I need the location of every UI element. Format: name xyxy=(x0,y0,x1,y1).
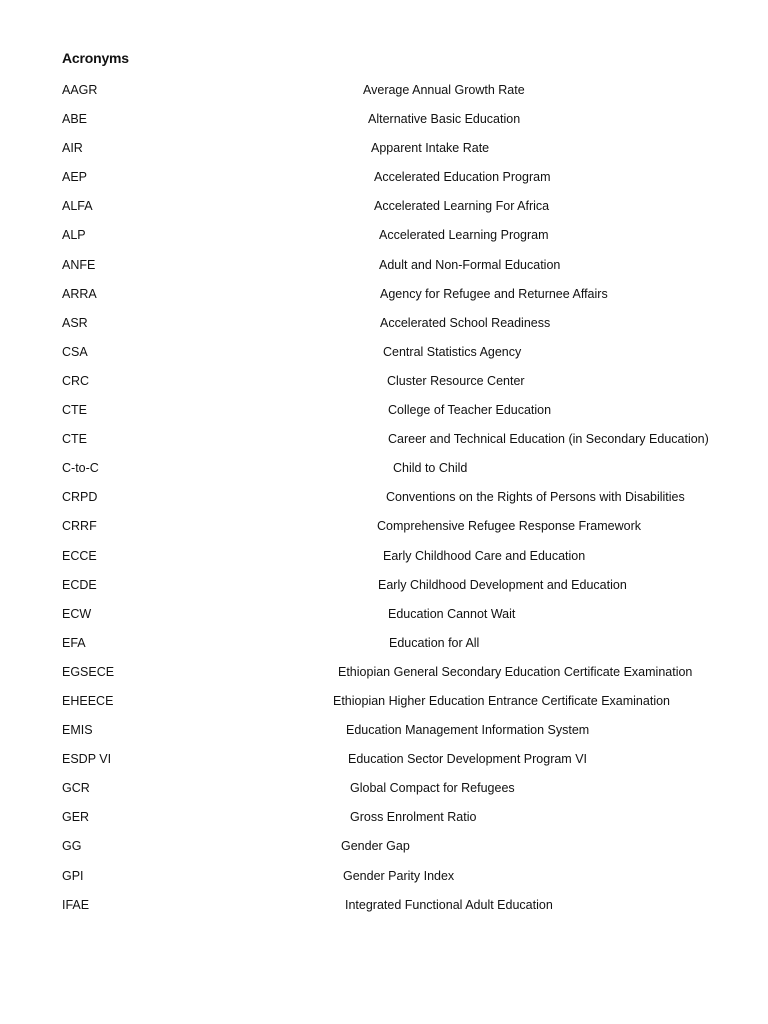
acronym: ANFE xyxy=(62,257,96,272)
acronym-row xyxy=(0,869,768,898)
acronym-definition: Gender Parity Index xyxy=(343,868,455,883)
acronym-row xyxy=(0,578,768,607)
acronym: EFA xyxy=(62,635,86,650)
acronym-row xyxy=(0,665,768,694)
acronym-definition: Integrated Functional Adult Education xyxy=(345,897,553,912)
acronym: CTE xyxy=(62,403,87,418)
acronym-row xyxy=(0,228,768,257)
acronym: GCR xyxy=(62,781,90,796)
acronym: CSA xyxy=(62,344,88,359)
acronym-row xyxy=(0,549,768,578)
acronym: AAGR xyxy=(62,83,98,97)
acronym-definition: Education Cannot Wait xyxy=(388,606,516,621)
acronym: EHEECE xyxy=(62,693,114,708)
acronym: AIR xyxy=(62,141,83,156)
acronym-row xyxy=(0,519,768,548)
acronym-row xyxy=(0,287,768,316)
acronym-row xyxy=(0,694,768,723)
acronym-row xyxy=(0,490,768,519)
acronym: C-to-C xyxy=(62,461,99,476)
acronym-definition: Accelerated Learning For Africa xyxy=(374,199,550,214)
acronym: EGSECE xyxy=(62,664,115,679)
acronym: CRC xyxy=(62,373,90,388)
acronym: GPI xyxy=(62,868,84,883)
acronym-row xyxy=(0,752,768,781)
acronym: IFAE xyxy=(62,897,90,912)
acronym: ASR xyxy=(62,315,88,330)
acronym-definition: Alternative Basic Education xyxy=(368,112,521,127)
acronym-row xyxy=(0,810,768,839)
acronym: AEP xyxy=(62,170,88,185)
acronym-list xyxy=(0,83,768,927)
acronym-definition: Accelerated Education Program xyxy=(374,170,551,185)
acronym-row xyxy=(0,316,768,345)
acronym-definition: Adult and Non-Formal Education xyxy=(379,257,561,272)
acronym-definition: College of Teacher Education xyxy=(388,403,552,418)
acronym-row xyxy=(0,636,768,665)
acronym: CRPD xyxy=(62,490,98,505)
acronym-definition: Conventions on the Rights of Persons with Disabilities xyxy=(386,490,685,505)
acronym-definition: Education Sector Development Program VI xyxy=(348,752,588,767)
acronym-row xyxy=(0,199,768,228)
acronym: CRRF xyxy=(62,519,97,534)
acronym-row xyxy=(0,723,768,752)
acronym: ABE xyxy=(62,112,88,127)
acronym: GER xyxy=(62,810,90,825)
acronym-definition: Cluster Resource Center xyxy=(387,373,525,388)
acronym-definition: Accelerated Learning Program xyxy=(379,228,549,243)
acronym: ARRA xyxy=(62,286,97,301)
acronym-definition: Comprehensive Refugee Response Framework xyxy=(377,519,642,534)
acronym-definition: Early Childhood Development and Education xyxy=(378,577,627,592)
acronym-row xyxy=(0,403,768,432)
acronym-definition: Education for All xyxy=(389,635,480,650)
acronym: ESDP VI xyxy=(62,752,112,767)
acronym-definition: Accelerated School Readiness xyxy=(380,315,551,330)
acronym-definition: Average Annual Growth Rate xyxy=(363,83,525,97)
acronym-definition: Ethiopian General Secondary Education Certificate Examination xyxy=(338,664,693,679)
acronym-row xyxy=(0,607,768,636)
acronym-row xyxy=(0,112,768,141)
acronym-row xyxy=(0,374,768,403)
acronym-definition: Career and Technical Education (in Secondary Education) xyxy=(388,432,709,447)
acronym-definition: Education Management Information System xyxy=(346,723,590,738)
acronym: ALFA xyxy=(62,199,93,214)
acronym-definition: Apparent Intake Rate xyxy=(371,141,490,156)
acronym-row xyxy=(0,170,768,199)
acronym: ECW xyxy=(62,606,92,621)
acronym-row xyxy=(0,461,768,490)
acronym-definition: Early Childhood Care and Education xyxy=(383,548,586,563)
acronym-definition: Gross Enrolment Ratio xyxy=(350,810,477,825)
acronym: CTE xyxy=(62,432,87,447)
acronym-definition: Child to Child xyxy=(393,461,468,476)
acronym: GG xyxy=(62,839,82,854)
acronym-row xyxy=(0,839,768,868)
acronym-row xyxy=(0,258,768,287)
acronym-row xyxy=(0,83,768,112)
acronym-definition: Global Compact for Refugees xyxy=(350,781,515,796)
acronym-definition: Agency for Refugee and Returnee Affairs xyxy=(380,286,608,301)
acronym-definition: Gender Gap xyxy=(341,839,410,854)
acronym-row xyxy=(0,432,768,461)
acronym: ECCE xyxy=(62,548,97,563)
acronym-row xyxy=(0,141,768,170)
acronym-row xyxy=(0,345,768,374)
acronym: ALP xyxy=(62,228,86,243)
acronym: ECDE xyxy=(62,577,97,592)
acronym: EMIS xyxy=(62,723,93,738)
page-title: Acronyms xyxy=(62,50,129,66)
acronym-definition: Ethiopian Higher Education Entrance Certificate Examination xyxy=(333,693,670,708)
acronym-definition: Central Statistics Agency xyxy=(383,344,522,359)
acronym-row xyxy=(0,898,768,927)
acronym-row xyxy=(0,781,768,810)
